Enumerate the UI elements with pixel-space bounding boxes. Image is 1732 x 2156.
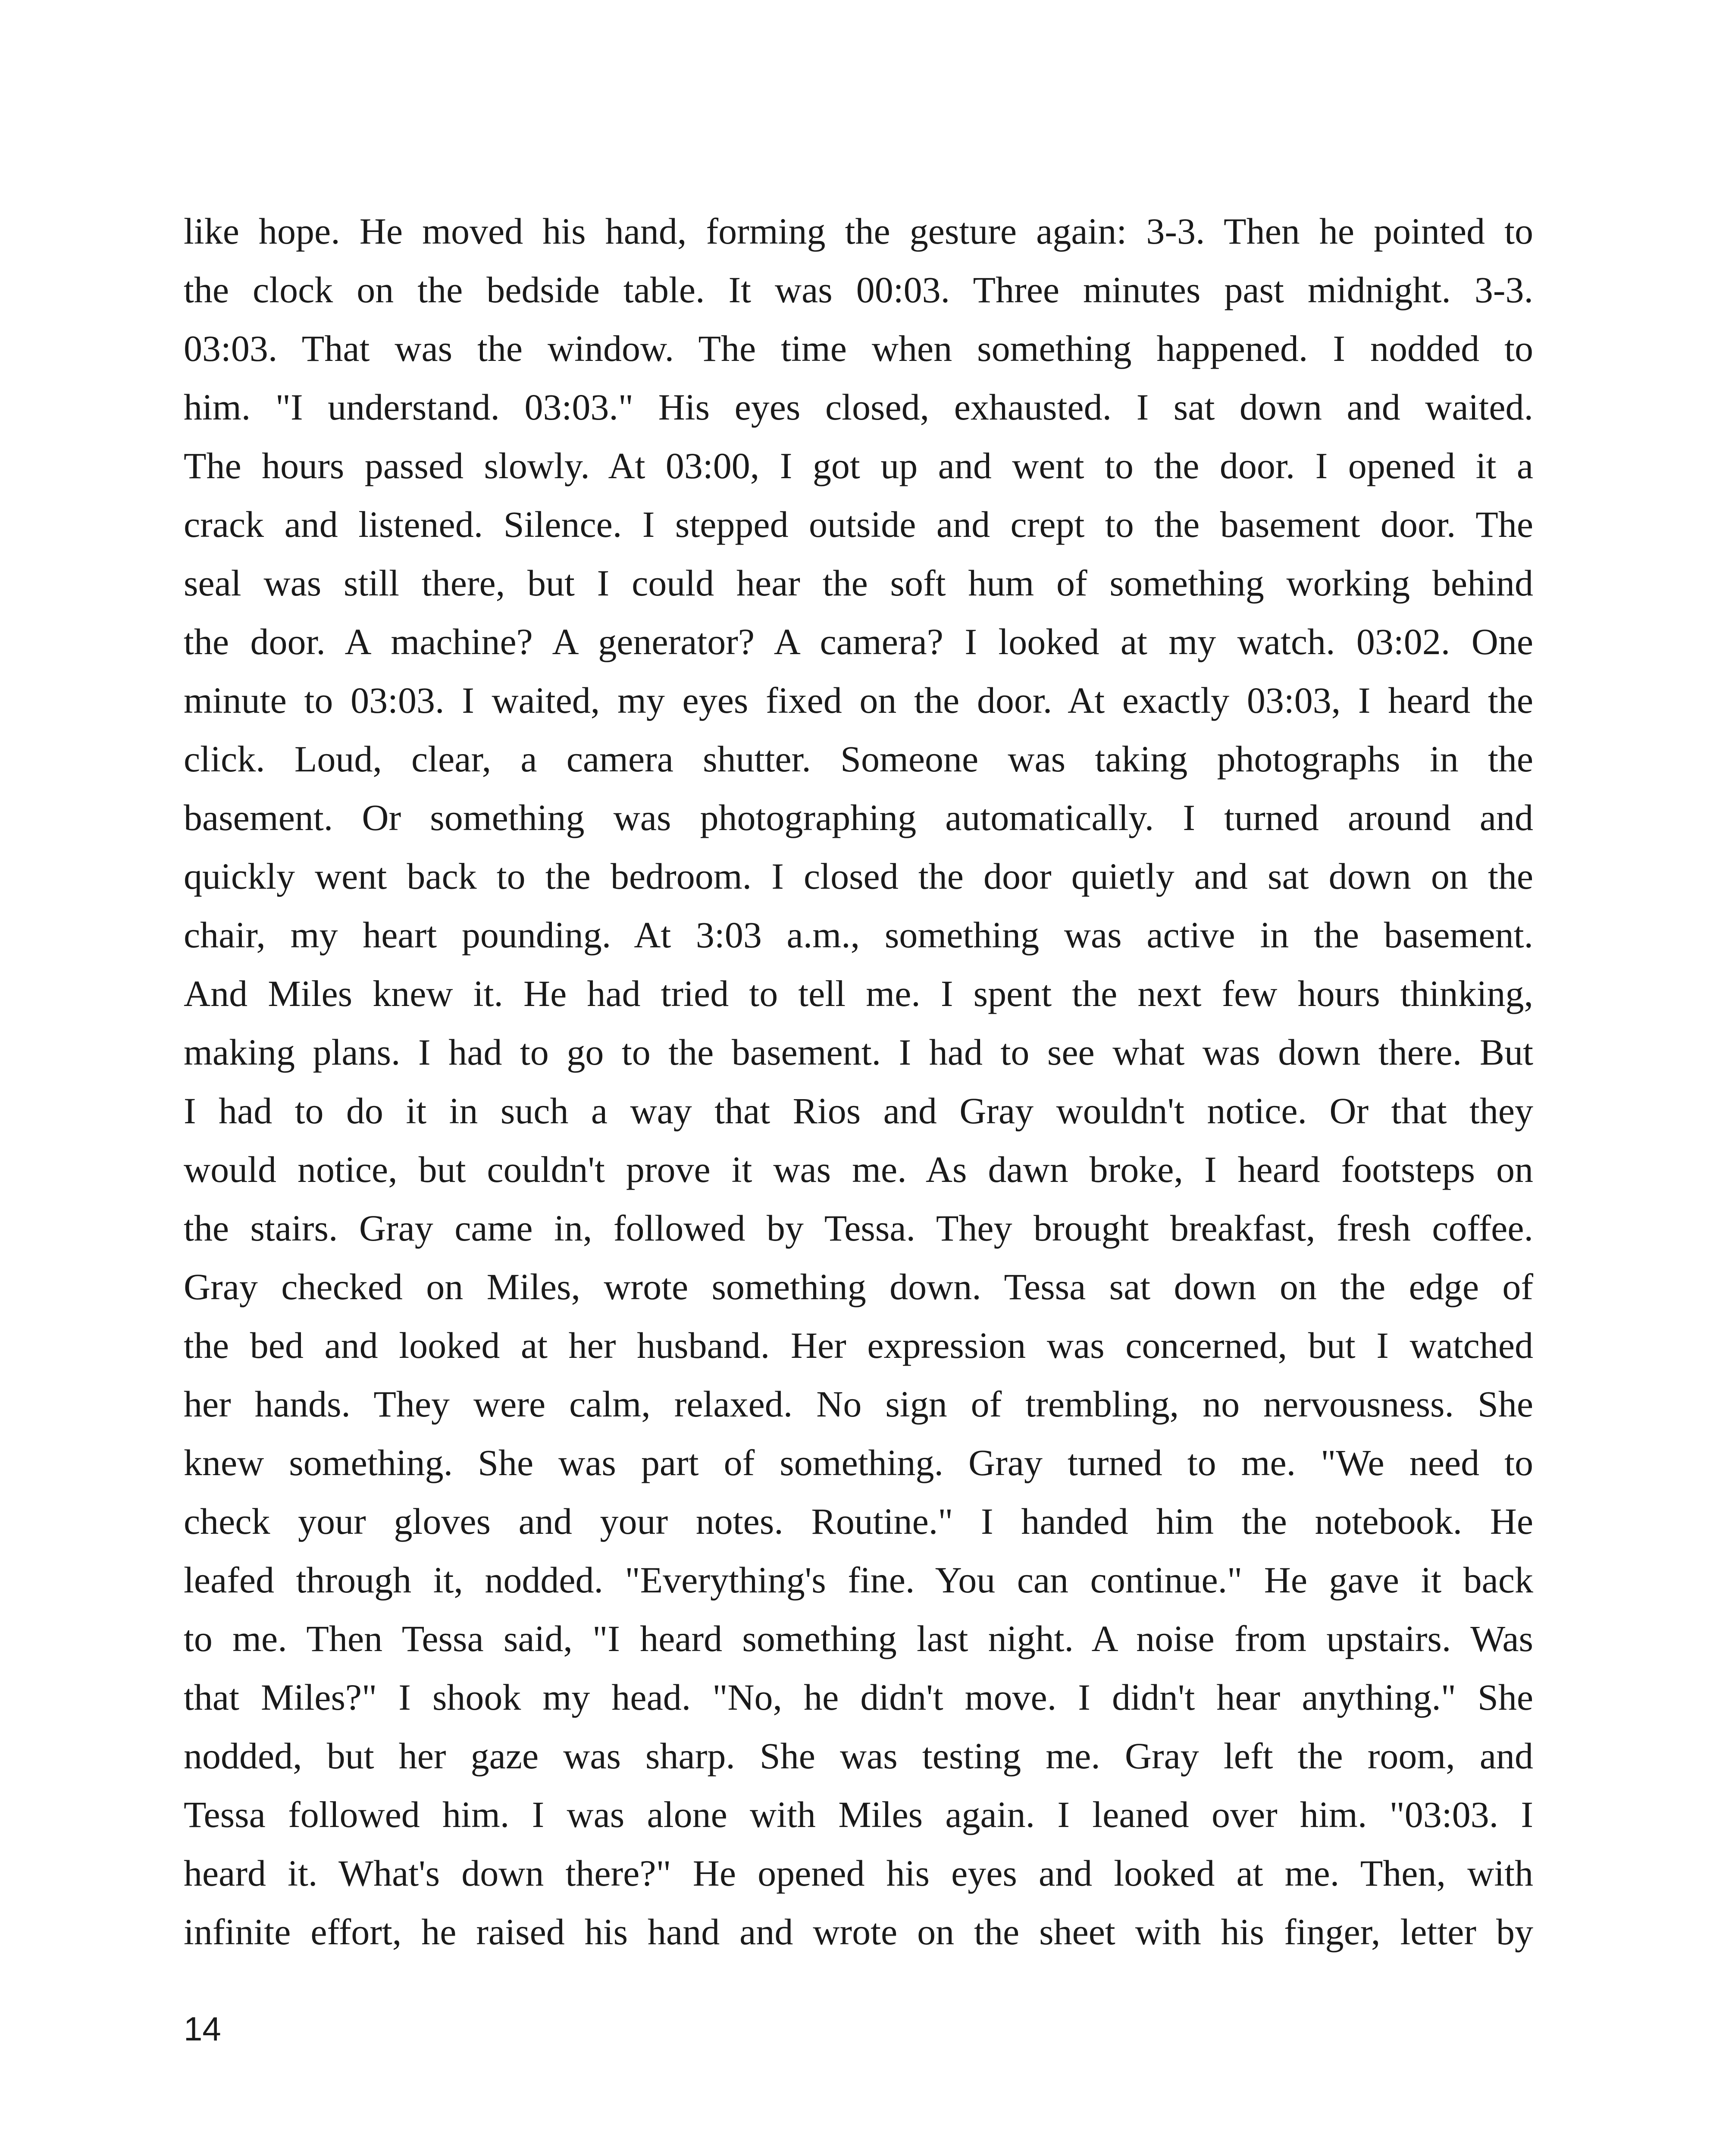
text-line: leafed through it, nodded. "Everything's fine. You can continue." He gave it back — [184, 1559, 1533, 1601]
text-line: crack and listened. Silence. I stepped outside and crept to the basement door. The — [184, 504, 1533, 545]
text-line: And Miles knew it. He had tried to tell me. I spent the next few hours thinking, — [184, 973, 1533, 1014]
text-line: the bed and looked at her husband. Her expression was concerned, but I watched — [184, 1325, 1533, 1366]
text-line: that Miles?" I shook my head. "No, he didn't move. I didn't hear anything." She — [184, 1677, 1533, 1718]
text-line: him. "I understand. 03:03." His eyes closed, exhausted. I sat down and waited. — [184, 386, 1533, 428]
text-line: 03:03. That was the window. The time when something happened. I nodded to — [184, 328, 1533, 369]
text-line: knew something. She was part of something. Gray turned to me. "We need to — [184, 1442, 1533, 1483]
body-text — [184, 202, 1533, 1961]
text-line: Tessa followed him. I was alone with Miles again. I leaned over him. "03:03. I — [184, 1794, 1533, 1835]
text-line: the clock on the bedside table. It was 00:03. Three minutes past midnight. 3-3. — [184, 269, 1533, 310]
text-line: infinite effort, he raised his hand and wrote on the sheet with his finger, letter by — [184, 1911, 1533, 1952]
text-line: minute to 03:03. I waited, my eyes fixed on the door. At exactly 03:03, I heard the — [184, 680, 1533, 721]
text-line: Gray checked on Miles, wrote something down. Tessa sat down on the edge of — [184, 1266, 1533, 1307]
text-line: to me. Then Tessa said, "I heard something last night. A noise from upstairs. Was — [184, 1618, 1533, 1659]
text-line: the door. A machine? A generator? A camera? I looked at my watch. 03:02. One — [184, 621, 1533, 662]
text-line: click. Loud, clear, a camera shutter. Someone was taking photographs in the — [184, 738, 1533, 780]
text-line: the stairs. Gray came in, followed by Tessa. They brought breakfast, fresh coffee. — [184, 1207, 1533, 1249]
text-line: chair, my heart pounding. At 3:03 a.m., something was active in the basement. — [184, 914, 1533, 956]
text-line: nodded, but her gaze was sharp. She was testing me. Gray left the room, and — [184, 1735, 1533, 1777]
text-line: I had to do it in such a way that Rios and Gray wouldn't notice. Or that they — [184, 1090, 1533, 1131]
text-line: making plans. I had to go to the basement. I had to see what was down there. But — [184, 1031, 1533, 1073]
text-line: basement. Or something was photographing automatically. I turned around and — [184, 797, 1533, 838]
text-line: would notice, but couldn't prove it was me. As dawn broke, I heard footsteps on — [184, 1149, 1533, 1190]
text-line: her hands. They were calm, relaxed. No sign of trembling, no nervousness. She — [184, 1383, 1533, 1425]
text-line: check your gloves and your notes. Routine." I handed him the notebook. He — [184, 1501, 1533, 1542]
text-line: heard it. What's down there?" He opened his eyes and looked at me. Then, with — [184, 1852, 1533, 1894]
text-line: like hope. He moved his hand, forming the gesture again: 3-3. Then he pointed to — [184, 210, 1533, 252]
text-line: seal was still there, but I could hear the soft hum of something working behind — [184, 562, 1533, 604]
text-line: The hours passed slowly. At 03:00, I got up and went to the door. I opened it a — [184, 445, 1533, 486]
page-number: 14 — [184, 2010, 221, 2048]
text-line: quickly went back to the bedroom. I closed the door quietly and sat down on the — [184, 856, 1533, 897]
